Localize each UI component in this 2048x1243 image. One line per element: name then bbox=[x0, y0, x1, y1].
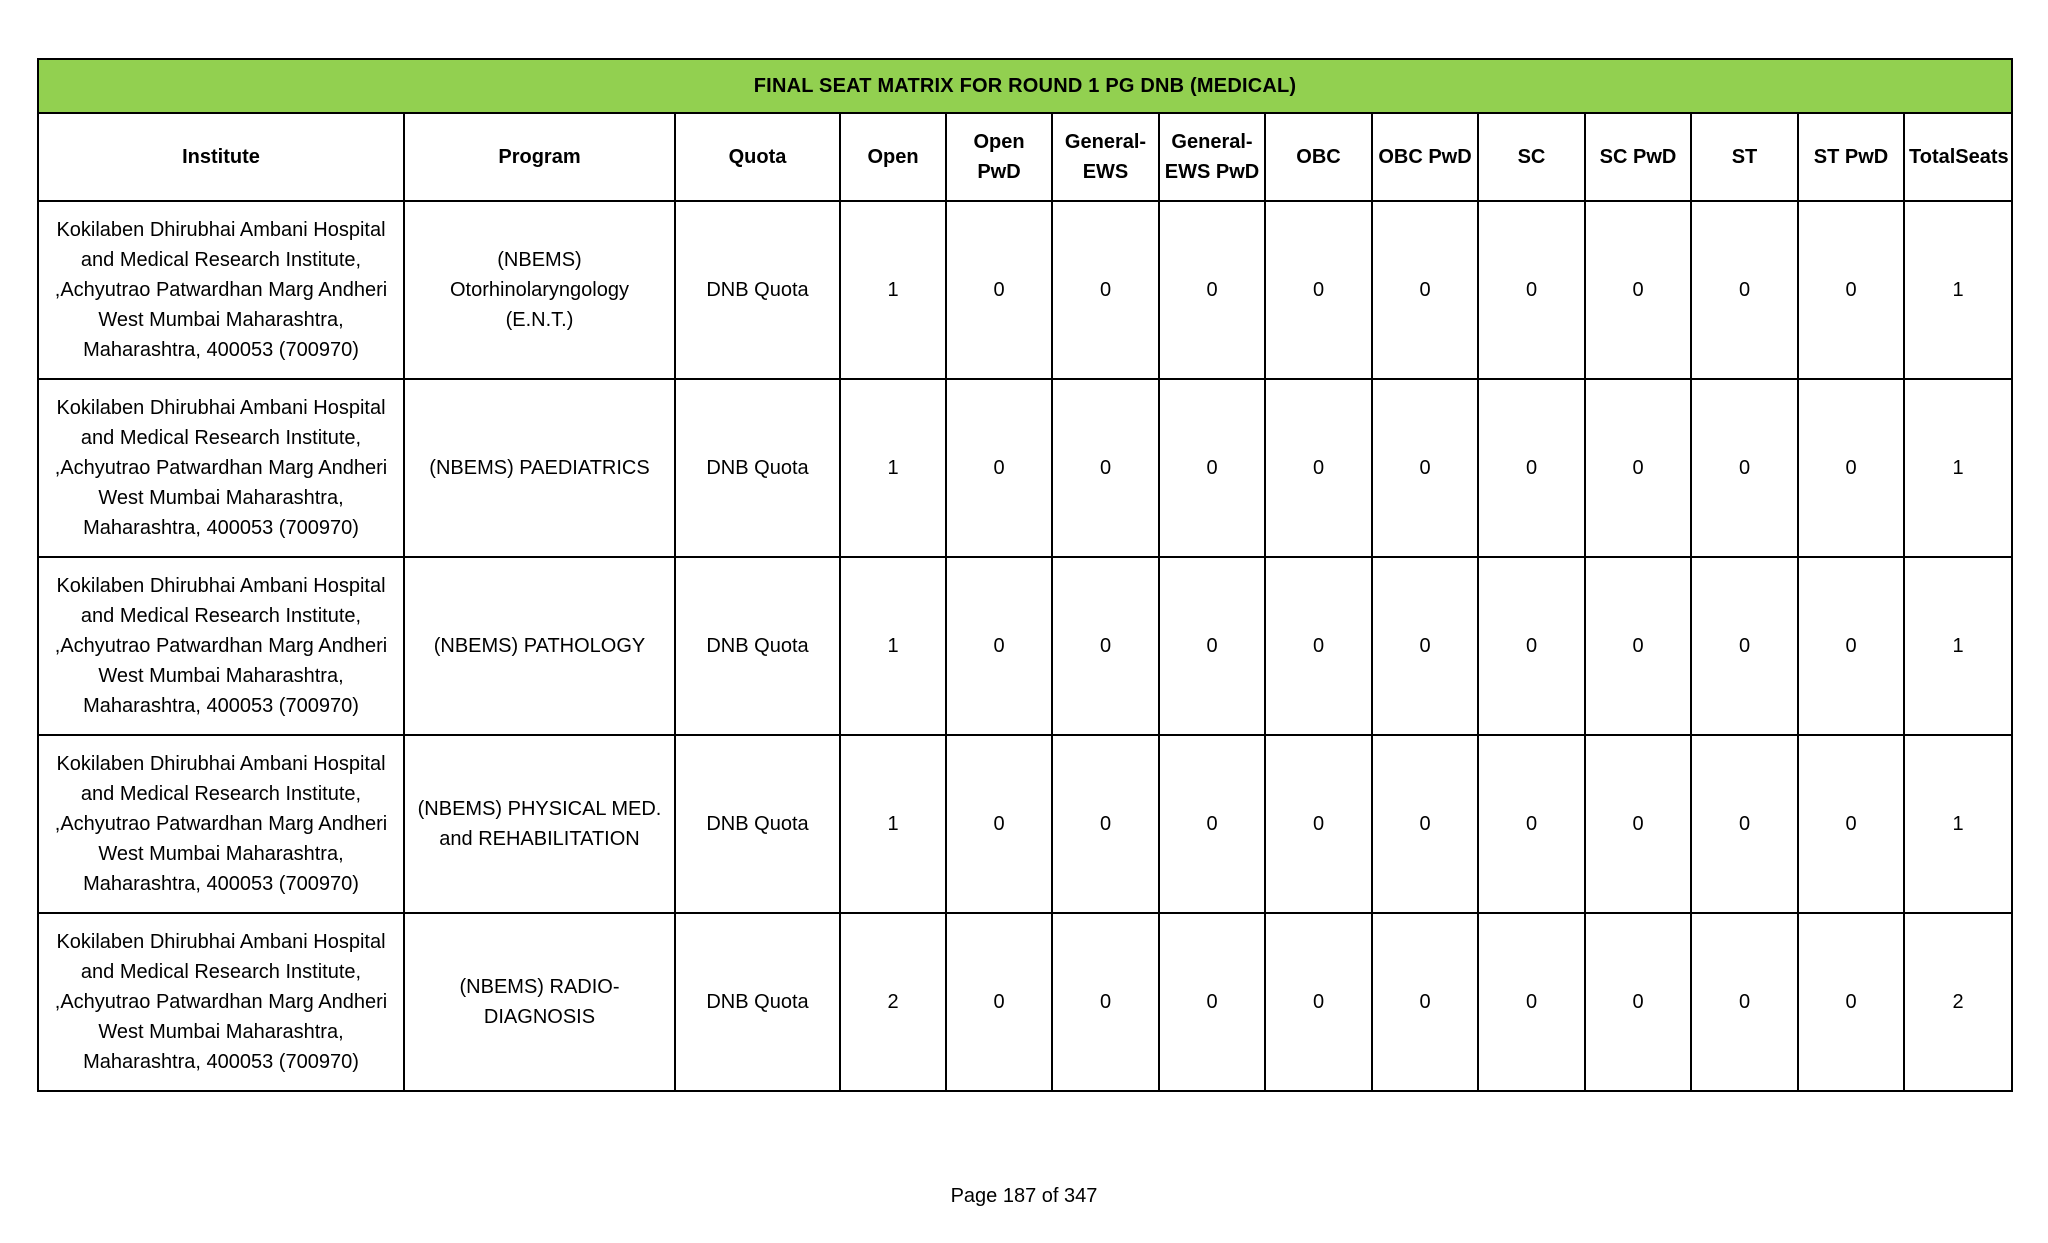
institute-line: West Mumbai Maharashtra, bbox=[98, 665, 344, 687]
header-line: PwD bbox=[977, 161, 1021, 183]
cell-open-pwd: 0 bbox=[946, 913, 1052, 1091]
institute-line: West Mumbai Maharashtra, bbox=[98, 843, 344, 865]
institute-line: Maharashtra, 400053 (700970) bbox=[83, 339, 359, 361]
page-title: FINAL SEAT MATRIX FOR ROUND 1 PG DNB (MEDICAL) bbox=[38, 59, 2012, 113]
cell-general-ews: 0 bbox=[1052, 379, 1159, 557]
cell-st-pwd: 0 bbox=[1798, 913, 1904, 1091]
institute-line: ,Achyutrao Patwardhan Marg Andheri bbox=[54, 279, 388, 301]
cell-sc: 0 bbox=[1478, 379, 1585, 557]
cell-general-ews-pwd: 0 bbox=[1159, 557, 1265, 735]
cell-st-pwd: 0 bbox=[1798, 557, 1904, 735]
institute-line: and Medical Research Institute, bbox=[80, 249, 362, 271]
header-line: Open bbox=[973, 131, 1025, 153]
cell-sc-pwd: 0 bbox=[1585, 557, 1691, 735]
header-line: EWS bbox=[1082, 161, 1129, 183]
cell-st-pwd: 0 bbox=[1798, 735, 1904, 913]
cell-open-pwd: 0 bbox=[946, 201, 1052, 379]
program-line: Otorhinolaryngology bbox=[450, 279, 629, 301]
program-line: (E.N.T.) bbox=[505, 309, 574, 331]
institute-line: Kokilaben Dhirubhai Ambani Hospital bbox=[56, 219, 386, 241]
header-obc: OBC bbox=[1265, 113, 1372, 201]
cell-general-ews: 0 bbox=[1052, 913, 1159, 1091]
program-line: (NBEMS) PHYSICAL MED. bbox=[417, 798, 662, 820]
cell-total-seats: 2 bbox=[1904, 913, 2012, 1091]
table-row bbox=[38, 735, 2012, 913]
cell-institute bbox=[38, 913, 404, 1091]
institute-line: ,Achyutrao Patwardhan Marg Andheri bbox=[54, 635, 388, 657]
seat-matrix-table bbox=[37, 58, 2013, 1092]
cell-open-pwd: 0 bbox=[946, 379, 1052, 557]
institute-line: West Mumbai Maharashtra, bbox=[98, 309, 344, 331]
seat-matrix-body bbox=[38, 201, 2012, 1091]
cell-obc-pwd: 0 bbox=[1372, 557, 1478, 735]
cell-total-seats: 1 bbox=[1904, 735, 2012, 913]
header-line: EWS PwD bbox=[1164, 161, 1260, 183]
header-sc: SC bbox=[1478, 113, 1585, 201]
cell-st: 0 bbox=[1691, 735, 1798, 913]
cell-general-ews-pwd: 0 bbox=[1159, 913, 1265, 1091]
cell-open: 1 bbox=[840, 201, 946, 379]
cell-sc-pwd: 0 bbox=[1585, 735, 1691, 913]
program-line: (NBEMS) RADIO-DIAGNOSIS bbox=[459, 976, 620, 1028]
header-general-ews-pwd bbox=[1159, 113, 1265, 201]
cell-program bbox=[404, 379, 675, 557]
cell-program bbox=[404, 735, 675, 913]
cell-obc-pwd: 0 bbox=[1372, 913, 1478, 1091]
cell-st-pwd: 0 bbox=[1798, 201, 1904, 379]
cell-institute bbox=[38, 735, 404, 913]
cell-obc: 0 bbox=[1265, 379, 1372, 557]
institute-line: ,Achyutrao Patwardhan Marg Andheri bbox=[54, 457, 388, 479]
cell-program bbox=[404, 201, 675, 379]
cell-st: 0 bbox=[1691, 557, 1798, 735]
header-quota: Quota bbox=[675, 113, 840, 201]
institute-line: Maharashtra, 400053 (700970) bbox=[83, 517, 359, 539]
institute-line: Kokilaben Dhirubhai Ambani Hospital bbox=[56, 753, 386, 775]
cell-obc: 0 bbox=[1265, 913, 1372, 1091]
cell-sc: 0 bbox=[1478, 913, 1585, 1091]
cell-st: 0 bbox=[1691, 913, 1798, 1091]
institute-line: Kokilaben Dhirubhai Ambani Hospital bbox=[56, 931, 386, 953]
cell-general-ews: 0 bbox=[1052, 557, 1159, 735]
cell-sc: 0 bbox=[1478, 735, 1585, 913]
cell-quota: DNB Quota bbox=[675, 735, 840, 913]
header-open-pwd bbox=[946, 113, 1052, 201]
header-line: General- bbox=[1064, 131, 1147, 153]
cell-quota: DNB Quota bbox=[675, 557, 840, 735]
cell-general-ews-pwd: 0 bbox=[1159, 735, 1265, 913]
institute-line: Maharashtra, 400053 (700970) bbox=[83, 873, 359, 895]
cell-obc-pwd: 0 bbox=[1372, 735, 1478, 913]
table-row bbox=[38, 379, 2012, 557]
cell-st: 0 bbox=[1691, 379, 1798, 557]
cell-st: 0 bbox=[1691, 201, 1798, 379]
cell-quota: DNB Quota bbox=[675, 913, 840, 1091]
seat-matrix-sheet bbox=[37, 58, 2011, 1092]
cell-open: 1 bbox=[840, 379, 946, 557]
institute-line: and Medical Research Institute, bbox=[80, 961, 362, 983]
cell-obc: 0 bbox=[1265, 201, 1372, 379]
table-row bbox=[38, 201, 2012, 379]
institute-line: Kokilaben Dhirubhai Ambani Hospital bbox=[56, 397, 386, 419]
cell-institute bbox=[38, 379, 404, 557]
cell-obc-pwd: 0 bbox=[1372, 201, 1478, 379]
header-general-ews bbox=[1052, 113, 1159, 201]
cell-general-ews: 0 bbox=[1052, 735, 1159, 913]
cell-sc: 0 bbox=[1478, 557, 1585, 735]
cell-general-ews-pwd: 0 bbox=[1159, 201, 1265, 379]
header-obc-pwd: OBC PwD bbox=[1372, 113, 1478, 201]
cell-total-seats: 1 bbox=[1904, 201, 2012, 379]
program-line: (NBEMS) PATHOLOGY bbox=[433, 635, 646, 657]
institute-line: and Medical Research Institute, bbox=[80, 605, 362, 627]
cell-institute bbox=[38, 201, 404, 379]
header-program: Program bbox=[404, 113, 675, 201]
cell-sc-pwd: 0 bbox=[1585, 201, 1691, 379]
program-line: (NBEMS) bbox=[497, 249, 582, 271]
header-st: ST bbox=[1691, 113, 1798, 201]
header-open: Open bbox=[840, 113, 946, 201]
cell-obc: 0 bbox=[1265, 557, 1372, 735]
cell-st-pwd: 0 bbox=[1798, 379, 1904, 557]
page-number: Page 187 of 347 bbox=[950, 1185, 1098, 1207]
header-sc-pwd: SC PwD bbox=[1585, 113, 1691, 201]
institute-line: and Medical Research Institute, bbox=[80, 783, 362, 805]
cell-sc-pwd: 0 bbox=[1585, 379, 1691, 557]
cell-open: 1 bbox=[840, 735, 946, 913]
cell-open-pwd: 0 bbox=[946, 735, 1052, 913]
cell-quota: DNB Quota bbox=[675, 201, 840, 379]
header-st-pwd: ST PwD bbox=[1798, 113, 1904, 201]
institute-line: Maharashtra, 400053 (700970) bbox=[83, 1051, 359, 1073]
cell-general-ews: 0 bbox=[1052, 201, 1159, 379]
institute-line: ,Achyutrao Patwardhan Marg Andheri bbox=[54, 813, 388, 835]
cell-program bbox=[404, 557, 675, 735]
institute-line: and Medical Research Institute, bbox=[80, 427, 362, 449]
institute-line: Maharashtra, 400053 (700970) bbox=[83, 695, 359, 717]
cell-obc-pwd: 0 bbox=[1372, 379, 1478, 557]
cell-open: 2 bbox=[840, 913, 946, 1091]
cell-sc: 0 bbox=[1478, 201, 1585, 379]
institute-line: ,Achyutrao Patwardhan Marg Andheri bbox=[54, 991, 388, 1013]
cell-open: 1 bbox=[840, 557, 946, 735]
program-line: and REHABILITATION bbox=[439, 828, 640, 850]
cell-open-pwd: 0 bbox=[946, 557, 1052, 735]
cell-total-seats: 1 bbox=[1904, 557, 2012, 735]
institute-line: West Mumbai Maharashtra, bbox=[98, 1021, 344, 1043]
cell-obc: 0 bbox=[1265, 735, 1372, 913]
table-row bbox=[38, 557, 2012, 735]
cell-quota: DNB Quota bbox=[675, 379, 840, 557]
institute-line: West Mumbai Maharashtra, bbox=[98, 487, 344, 509]
table-row bbox=[38, 913, 2012, 1091]
header-institute: Institute bbox=[38, 113, 404, 201]
institute-line: Kokilaben Dhirubhai Ambani Hospital bbox=[56, 575, 386, 597]
cell-total-seats: 1 bbox=[1904, 379, 2012, 557]
cell-program bbox=[404, 913, 675, 1091]
cell-institute bbox=[38, 557, 404, 735]
header-total-seats: TotalSeats bbox=[1904, 113, 2012, 201]
cell-general-ews-pwd: 0 bbox=[1159, 379, 1265, 557]
header-line: General- bbox=[1171, 131, 1253, 153]
column-header-row bbox=[38, 113, 2012, 201]
cell-sc-pwd: 0 bbox=[1585, 913, 1691, 1091]
program-line: (NBEMS) PAEDIATRICS bbox=[429, 457, 650, 479]
